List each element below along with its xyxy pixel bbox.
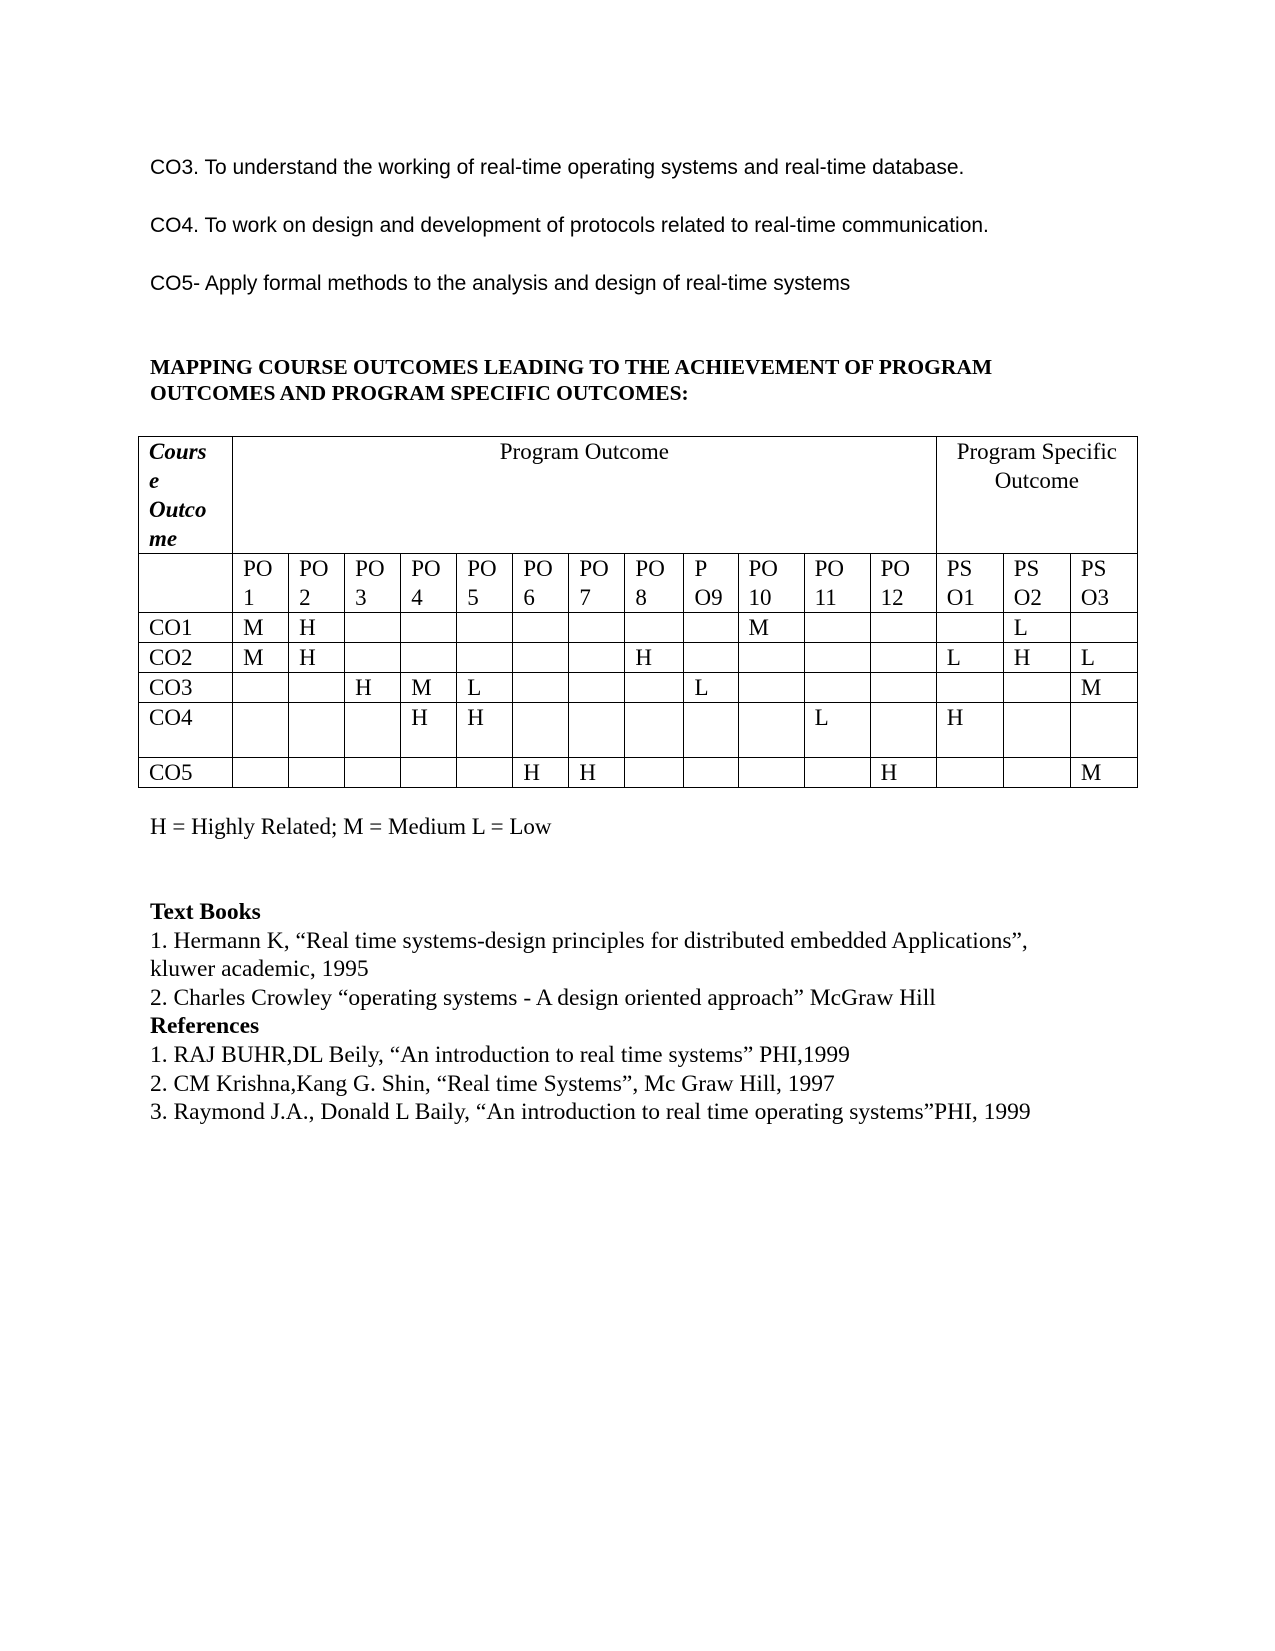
table-cell: H <box>513 758 569 788</box>
table-row <box>139 613 1138 643</box>
table-cell <box>233 703 289 758</box>
table-cell <box>870 703 936 758</box>
table-row <box>139 758 1138 788</box>
table-cell <box>457 643 513 673</box>
table-cell: H <box>625 643 684 673</box>
table-cell: L <box>457 673 513 703</box>
table-cell <box>233 673 289 703</box>
column-label-po6: PO 6 <box>513 554 569 613</box>
reference-item: 2. CM Krishna,Kang G. Shin, “Real time Systems”, Mc Graw Hill, 1997 <box>150 1070 835 1097</box>
table-cell <box>513 613 569 643</box>
table-cell <box>457 758 513 788</box>
table-cell <box>625 613 684 643</box>
column-label-pso1: PS O1 <box>936 554 1003 613</box>
row-label: CO4 <box>139 703 233 758</box>
table-cell <box>457 613 513 643</box>
table-cell <box>1070 613 1137 643</box>
course-outcome-co4: CO4. To work on design and development of protocols related to real-time communication. <box>150 214 989 237</box>
reference-item: 1. RAJ BUHR,DL Beily, “An introduction to real time systems” PHI,1999 <box>150 1041 850 1068</box>
table-cell <box>804 643 870 673</box>
table-cell <box>738 703 804 758</box>
table-cell <box>738 673 804 703</box>
table-cell <box>401 613 457 643</box>
table-cell <box>569 613 625 643</box>
column-label-po8: PO 8 <box>625 554 684 613</box>
table-cell: H <box>1003 643 1070 673</box>
column-label-po1: PO 1 <box>233 554 289 613</box>
text-book-item: kluwer academic, 1995 <box>150 956 369 983</box>
mapping-heading-line2: OUTCOMES AND PROGRAM SPECIFIC OUTCOMES: <box>150 381 689 405</box>
column-label-po3: PO 3 <box>345 554 401 613</box>
table-row <box>139 643 1138 673</box>
mapping-heading-line1: MAPPING COURSE OUTCOMES LEADING TO THE ACHIEVEMENT OF PROGRAM <box>150 355 993 379</box>
table-cell: H <box>289 613 345 643</box>
mapping-heading <box>150 354 1130 406</box>
table-cell <box>684 758 738 788</box>
table-cell <box>684 643 738 673</box>
course-outcome-co5: CO5- Apply formal methods to the analysis and design of real-time systems <box>150 272 851 295</box>
table-cell: M <box>1070 758 1137 788</box>
column-label-pso3: PS O3 <box>1070 554 1137 613</box>
table-cell: L <box>936 643 1003 673</box>
table-cell <box>401 643 457 673</box>
table-cell: M <box>233 613 289 643</box>
table-cell <box>289 703 345 758</box>
reference-item: 3. Raymond J.A., Donald L Baily, “An introduction to real time operating systems”PHI, 1999 <box>150 1099 1031 1126</box>
table-cell: L <box>804 703 870 758</box>
row-label: CO5 <box>139 758 233 788</box>
table-cell <box>625 703 684 758</box>
references-heading: References <box>150 1013 260 1040</box>
table-cell <box>1003 703 1070 758</box>
column-label-po7: PO 7 <box>569 554 625 613</box>
table-header-row <box>139 437 1138 554</box>
table-row <box>139 673 1138 703</box>
table-cell: M <box>1070 673 1137 703</box>
column-labels-row <box>139 554 1138 613</box>
program-specific-outcome-header: Program Specific Outcome <box>936 437 1137 554</box>
table-cell <box>233 758 289 788</box>
course-outcome-header: Cours e Outco me <box>139 437 233 554</box>
table-cell <box>804 673 870 703</box>
table-cell <box>513 643 569 673</box>
table-cell: L <box>1070 643 1137 673</box>
table-cell: M <box>233 643 289 673</box>
table-cell <box>684 703 738 758</box>
books-and-references <box>150 898 1150 1127</box>
text-book-item: 1. Hermann K, “Real time systems-design principles for distributed embedded Applications”, <box>150 927 1028 954</box>
table-cell <box>870 643 936 673</box>
row-label: CO1 <box>139 613 233 643</box>
table-cell <box>345 758 401 788</box>
text-books-heading: Text Books <box>150 899 261 925</box>
column-label-po9: P O9 <box>684 554 738 613</box>
table-cell <box>936 758 1003 788</box>
column-label-po10: PO 10 <box>738 554 804 613</box>
table-cell <box>738 758 804 788</box>
table-cell <box>569 673 625 703</box>
column-label-po5: PO 5 <box>457 554 513 613</box>
course-outcome-co3: CO3. To understand the working of real-time operating systems and real-time database. <box>150 156 965 179</box>
table-cell <box>345 703 401 758</box>
table-cell <box>513 703 569 758</box>
empty-cell <box>139 554 233 613</box>
table-cell: H <box>345 673 401 703</box>
course-outcomes-list <box>150 154 1150 328</box>
table-cell <box>936 613 1003 643</box>
table-row <box>139 703 1138 758</box>
table-cell <box>1003 758 1070 788</box>
table-cell <box>870 613 936 643</box>
table-cell <box>738 643 804 673</box>
table-cell <box>625 673 684 703</box>
table-cell: H <box>289 643 345 673</box>
table-cell <box>804 613 870 643</box>
co-po-mapping-table <box>138 436 1138 788</box>
column-label-po11: PO 11 <box>804 554 870 613</box>
table-cell <box>936 673 1003 703</box>
table-cell <box>513 673 569 703</box>
table-cell: L <box>1003 613 1070 643</box>
column-label-po2: PO 2 <box>289 554 345 613</box>
table-cell <box>804 758 870 788</box>
table-cell: H <box>870 758 936 788</box>
mapping-legend: H = Highly Related; M = Medium L = Low <box>150 814 552 839</box>
table-cell <box>1003 673 1070 703</box>
row-label: CO3 <box>139 673 233 703</box>
table-cell <box>569 703 625 758</box>
column-label-po12: PO 12 <box>870 554 936 613</box>
table-cell: M <box>738 613 804 643</box>
table-cell <box>569 643 625 673</box>
table-cell <box>401 758 457 788</box>
table-cell: H <box>401 703 457 758</box>
table-cell <box>625 758 684 788</box>
table-cell <box>289 758 345 788</box>
table-cell: H <box>457 703 513 758</box>
table-cell <box>345 613 401 643</box>
column-label-po4: PO 4 <box>401 554 457 613</box>
table-cell <box>1070 703 1137 758</box>
table-cell <box>684 613 738 643</box>
program-outcome-header: Program Outcome <box>233 437 937 554</box>
table-cell: L <box>684 673 738 703</box>
table-cell <box>345 643 401 673</box>
table-cell: H <box>936 703 1003 758</box>
text-book-item: 2. Charles Crowley “operating systems - A design oriented approach” McGraw Hill <box>150 984 936 1011</box>
table-cell: M <box>401 673 457 703</box>
table-cell: H <box>569 758 625 788</box>
row-label: CO2 <box>139 643 233 673</box>
table-cell <box>289 673 345 703</box>
table-cell <box>870 673 936 703</box>
column-label-pso2: PS O2 <box>1003 554 1070 613</box>
